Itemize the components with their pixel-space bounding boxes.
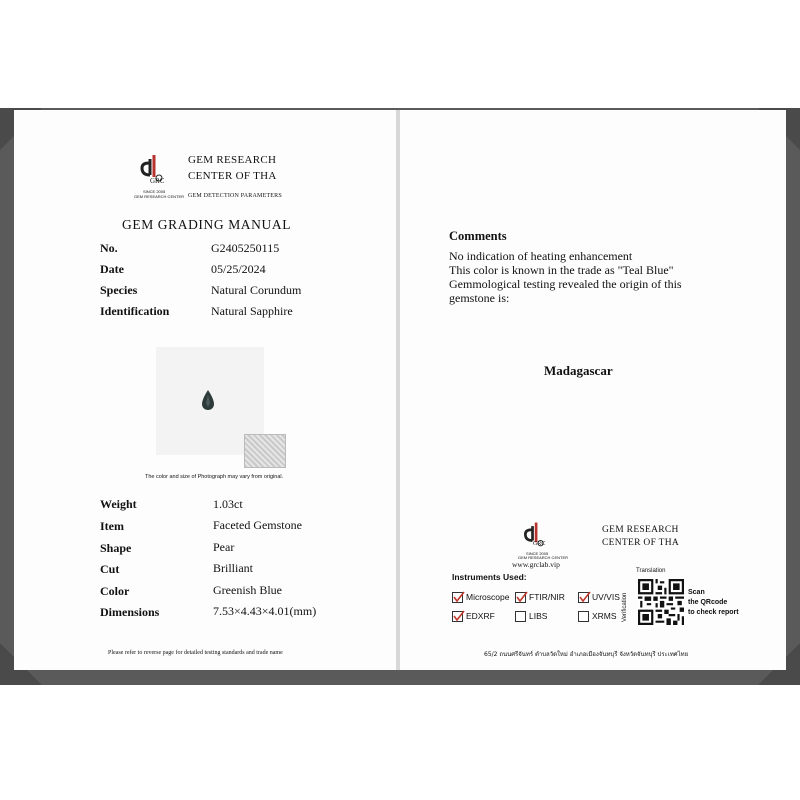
checkmark-icon xyxy=(579,591,591,603)
scan-instructions xyxy=(688,588,739,618)
field-label-shape: Shape xyxy=(100,541,132,555)
grc-logo xyxy=(520,522,554,550)
comment-line: This color is known in the trade as "Teal Blue" xyxy=(449,263,674,277)
document-title: GEM GRADING MANUAL xyxy=(122,217,292,232)
field-label-no: No. xyxy=(100,241,118,255)
logo-since: SINCE 2005 xyxy=(143,189,166,194)
checkbox-microscope[interactable] xyxy=(452,592,463,603)
right-page xyxy=(400,110,786,670)
lab-name-line1: GEM RESEARCH xyxy=(188,154,277,166)
grc-logo xyxy=(136,155,174,185)
folder-spine xyxy=(396,110,400,670)
field-value-shape: Pear xyxy=(213,540,235,554)
field-value-identification: Natural Sapphire xyxy=(211,304,293,318)
lab-name xyxy=(602,524,679,550)
qr-code-icon[interactable] xyxy=(638,579,684,625)
checkbox-edxrf[interactable] xyxy=(452,611,463,622)
field-label-item: Item xyxy=(100,519,124,533)
checkbox-uv-vis[interactable] xyxy=(578,592,589,603)
field-value-date: 05/25/2024 xyxy=(211,262,266,276)
field-label-dimensions: Dimensions xyxy=(100,605,160,619)
checkmark-icon xyxy=(453,591,465,603)
instrument-label-edxrf: EDXRF xyxy=(466,611,495,621)
instrument-label-uv-vis: UV/VIS xyxy=(592,592,620,602)
field-value-color: Greenish Blue xyxy=(213,583,282,597)
field-label-color: Color xyxy=(100,584,130,598)
hologram-seal xyxy=(244,434,286,468)
field-label-date: Date xyxy=(100,262,124,276)
logo-monogram: GRC xyxy=(533,541,546,547)
field-value-cut: Brilliant xyxy=(213,561,253,575)
logo-tagline: GEM RESEARCH CENTER xyxy=(518,555,569,560)
checkbox-libs[interactable] xyxy=(515,611,526,622)
field-value-species: Natural Corundum xyxy=(211,283,302,297)
lab-name-line1: GEM RESEARCH xyxy=(602,525,679,535)
lab-subtitle: GEM DETECTION PARAMETERS xyxy=(188,193,282,199)
scan-line: Scan xyxy=(688,589,705,596)
comments-heading: Comments xyxy=(449,229,507,243)
comment-line: Gemmological testing revealed the origin of this xyxy=(449,277,682,291)
reverse-page-note: Please refer to reverse page for detailed testing standards and trade name xyxy=(108,650,283,656)
field-label-identification: Identification xyxy=(100,304,170,318)
instrument-label-xrms: XRMS xyxy=(592,611,617,621)
field-label-cut: Cut xyxy=(100,562,120,576)
instruments-heading: Instruments Used: xyxy=(452,572,527,582)
lab-name xyxy=(188,152,277,184)
scan-line: to check report xyxy=(688,609,739,616)
instrument-label-libs: LIBS xyxy=(529,611,548,621)
origin-country: Madagascar xyxy=(544,363,613,378)
logo-monogram: GRC xyxy=(150,177,165,185)
photo-disclaimer: The color and size of Photograph may vary from original. xyxy=(145,474,284,480)
scan-line: the QRcode xyxy=(688,599,728,606)
field-label-species: Species xyxy=(100,283,138,297)
logo-tagline: GEM RESEARCH CENTER xyxy=(134,194,185,199)
field-label-weight: Weight xyxy=(100,497,137,511)
checkmark-icon xyxy=(453,610,465,622)
checkbox-ftir-nir[interactable] xyxy=(515,592,526,603)
instrument-label-ftir-nir: FTIR/NIR xyxy=(529,592,565,602)
field-value-dimensions: 7.53×4.43×4.01(mm) xyxy=(213,604,317,618)
qr-verification-label: Verification xyxy=(622,592,628,622)
field-value-weight: 1.03ct xyxy=(213,497,243,511)
gemstone-image xyxy=(202,390,214,410)
logo-since: SINCE 2005 xyxy=(526,551,549,556)
checkmark-icon xyxy=(516,591,528,603)
comment-line: No indication of heating enhancement xyxy=(449,249,633,263)
qr-translation-label: Translation xyxy=(636,568,666,574)
lab-name-line2: CENTER OF THA xyxy=(602,538,680,548)
website-text: www.grclab.vip xyxy=(512,560,560,569)
lab-address: 65/2 ถนนศรีจันทร์ ตำบลวัดใหม่ อำเภอเมืองจันทบุรี จังหวัดจันทบุรี ประเทศไทย xyxy=(484,651,689,658)
instrument-label-microscope: Microscope xyxy=(466,592,510,602)
checkbox-xrms[interactable] xyxy=(578,611,589,622)
field-value-no: G2405250115 xyxy=(211,241,280,255)
comment-line: gemstone is: xyxy=(449,291,510,305)
field-value-item: Faceted Gemstone xyxy=(213,518,302,532)
lab-name-line2: CENTER OF THA xyxy=(188,170,277,182)
